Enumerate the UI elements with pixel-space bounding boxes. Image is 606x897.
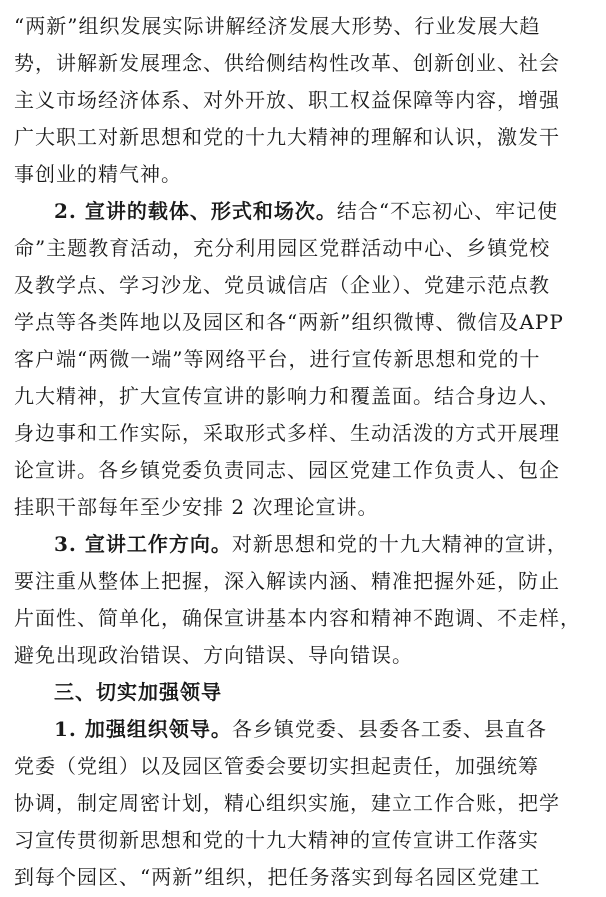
section-heading: 三、切实加强领导 xyxy=(54,680,222,704)
text-line-2: 势，讲解新发展理念、供给侧结构性改革、创新创业、社会 xyxy=(14,51,560,75)
text-line-21: 党委（党组）以及园区管委会要切实担起责任，加强统筹 xyxy=(14,754,539,778)
paragraph-2-first-line xyxy=(54,191,558,231)
text-line-17: 片面性、简单化，确保宣讲基本内容和精神不跑调、不走样， xyxy=(14,606,581,630)
text-line-7: 命”主题教育活动，充分利用园区党群活动中心、乡镇党校 xyxy=(14,236,551,260)
paragraph-4-lead-text: 各乡镇党委、县委各工委、县直各 xyxy=(231,717,547,741)
text-line-11: 九大精神，扩大宣传宣讲的影响力和覆盖面。结合身边人、 xyxy=(14,384,560,408)
text-line-12: 身边事和工作实际，采取形式多样、生动活泼的方式开展理 xyxy=(14,421,560,445)
text-line-1: “两新”组织发展实际讲解经济发展大形势、行业发展大趋 xyxy=(14,14,541,38)
text-line-3: 主义市场经济体系、对外开放、职工权益保障等内容，增强 xyxy=(14,88,560,112)
text-line-18: 避免出现政治错误、方向错误、导向错误。 xyxy=(14,643,413,667)
text-line-24: 到每个园区、“两新”组织，把任务落实到每名园区党建工 xyxy=(14,865,541,889)
paragraph-3-title: 3. 宣讲工作方向。 xyxy=(54,532,232,556)
document-page xyxy=(14,0,592,889)
paragraph-4-title: 1. 加强组织领导。 xyxy=(54,717,232,741)
text-line-13: 论宣讲。各乡镇党委负责同志、园区党建工作负责人、包企 xyxy=(14,458,560,482)
text-line-8: 及教学点、学习沙龙、党员诚信店（企业）、党建示范点教 xyxy=(14,273,550,297)
text-line-16: 要注重从整体上把握，深入解读内涵、精准把握外延，防止 xyxy=(14,569,560,593)
paragraph-2-lead-text: 结合“不忘初心、牢记使 xyxy=(336,199,559,223)
text-line-5: 事创业的精气神。 xyxy=(14,162,182,186)
text-line-4: 广大职工对新思想和党的十九大精神的理解和认识，激发干 xyxy=(14,125,560,149)
text-line-9: 学点等各类阵地以及园区和各“两新”组织微博、微信及APP xyxy=(14,310,564,334)
paragraph-3-lead-text: 对新思想和党的十九大精神的宣讲， xyxy=(231,532,568,556)
paragraph-3-first-line xyxy=(54,524,568,564)
text-line-14: 挂职干部每年至少安排 2 次理论宣讲。 xyxy=(14,495,379,519)
text-line-23: 习宣传贯彻新思想和党的十九大精神的宣传宣讲工作落实 xyxy=(14,828,539,852)
paragraph-2-title: 2. 宣讲的载体、形式和场次。 xyxy=(54,199,337,223)
paragraph-4-first-line xyxy=(54,709,547,749)
text-line-22: 协调，制定周密计划，精心组织实施，建立工作合账，把学 xyxy=(14,791,560,815)
text-line-10: 客户端“两微一端”等网络平台，进行宣传新思想和党的十 xyxy=(14,347,541,371)
